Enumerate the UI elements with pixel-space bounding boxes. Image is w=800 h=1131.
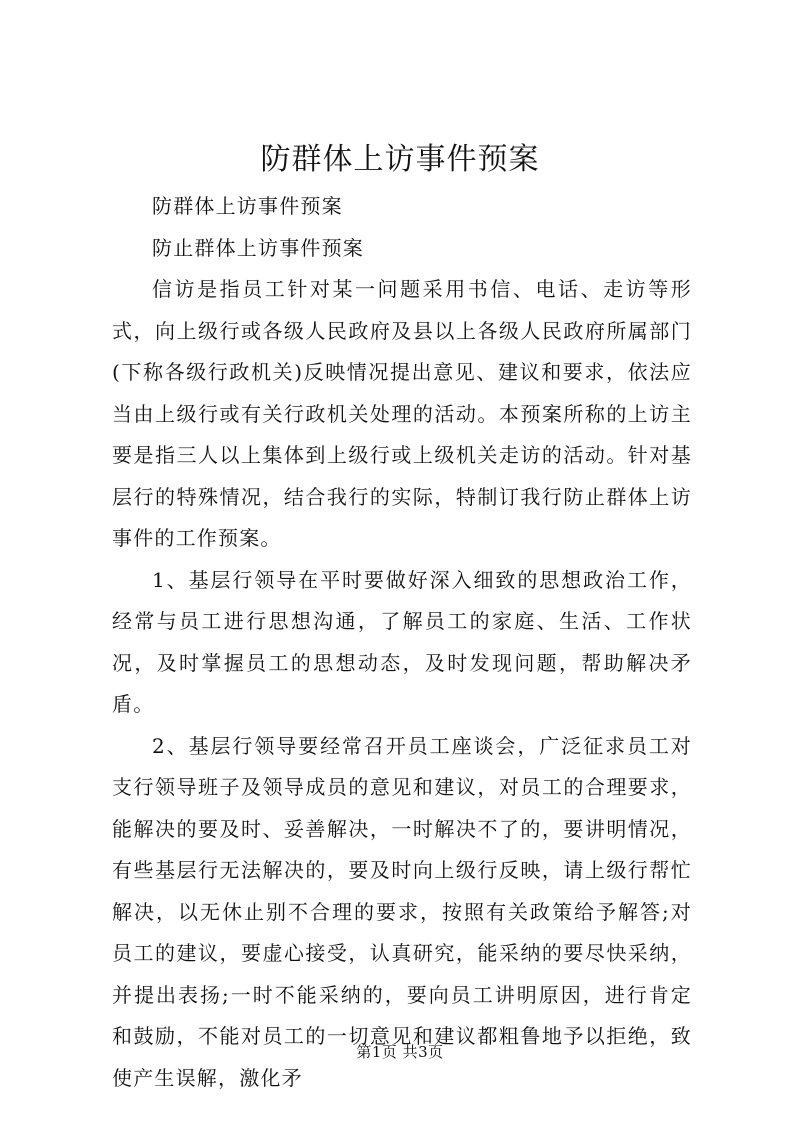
document-body (112, 186, 692, 1099)
paragraph-intro: 信访是指员工针对某一问题采用书信、电话、走访等形式，向上级行或各级人民政府及县以上各级人民政府所属部门(下称各级行政机关)反映情况提出意见、建议和要求，依法应当由上级行或有关行政机关处理的活动。本预案所称的上访主要是指三人以上集体到上级行或上级机关走访的活动。针对基层行的特殊情况，结合我行的实际，特制订我行防止群体上访事件的工作预案。 (112, 277, 692, 550)
paragraph-subtitle-2: 防止群体上访事件预案 (152, 235, 364, 260)
paragraph-item-1: 1、基层行领导在平时要做好深入细致的思想政治工作，经常与员工进行思想沟通，了解员工的家庭、生活、工作状况，及时掌握员工的思想动态，及时发现问题，帮助解决矛盾。 (112, 567, 692, 716)
page-footer: 第1页 共3页 (356, 1043, 444, 1061)
document-title: 防群体上访事件预案 (260, 142, 540, 177)
paragraph-item-2: 2、基层行领导要经常召开员工座谈会，广泛征求员工对支行领导班子及领导成员的意见和建议，对员工的合理要求，能解决的要及时、妥善解决，一时解决不了的，要讲明情况，有些基层行无法解决的，要及时向上级行反映，请上级行帮忙解决，以无休止别不合理的要求，按照有关政策给予解答;对员工的建议，要虚心接受，认真研究，能采纳的要尽快采纳，并提出表扬;一时不能采纳的，要向员工讲明原因，进行肯定和鼓励，不能对员工的一切意见和建议都粗鲁地予以拒绝，致使产生误解，激化矛 (112, 733, 692, 1090)
paragraph-subtitle: 防群体上访事件预案 (152, 194, 343, 218)
